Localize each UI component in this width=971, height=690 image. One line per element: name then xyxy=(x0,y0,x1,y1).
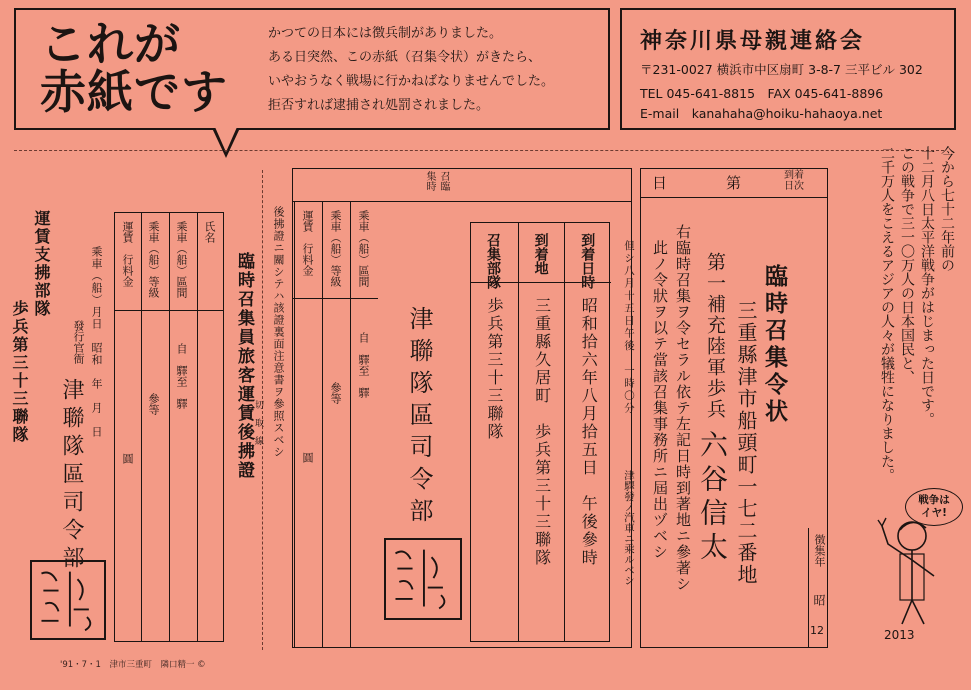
intro-text xyxy=(268,22,604,118)
stub-col-value: 自 驛至 驛 xyxy=(175,343,188,409)
assignment-table xyxy=(470,222,610,642)
table-header: 到着地 xyxy=(532,233,549,275)
divider xyxy=(114,310,224,311)
table-value: 三重縣久居町 歩兵第三十三聯隊 xyxy=(532,297,552,567)
stub-col-value: 圓 xyxy=(121,453,134,464)
notice-title: 臨時召集令状 xyxy=(761,264,787,426)
divider xyxy=(197,213,198,641)
col-header: 乘車（船）區間 xyxy=(357,210,370,287)
official-seal-icon xyxy=(30,560,106,640)
order-text-2: 此ノ令狀ヲ以テ當該召集事務所ニ屆出ヅベシ xyxy=(651,240,669,560)
col-header: 乘車（船）等級 xyxy=(329,210,342,287)
year-label: 2013 xyxy=(884,628,915,642)
middle-header-row xyxy=(292,168,632,202)
payer-label: 運賃支拂部隊 xyxy=(32,210,51,318)
statement-line: 十二月八日太平洋戦争がはじまった日です。 xyxy=(919,146,935,426)
intro-line: いやおうなく戦場に行かねばなりませんでした。 xyxy=(268,74,555,89)
stub-issuer: 津聯隊區司令部 xyxy=(59,378,84,574)
divider xyxy=(169,213,170,641)
cut-line-label: 切 取 線 xyxy=(253,400,263,445)
table-header-cell xyxy=(519,223,565,283)
day-label: 日 xyxy=(652,174,668,192)
statement-line: 二千万人をこえるアジアの人々が犠牲になりました。 xyxy=(879,146,895,482)
fare-col xyxy=(294,202,322,648)
table-col-place xyxy=(518,223,565,641)
number-label: 第 xyxy=(726,174,742,192)
col-value: 圓 xyxy=(301,452,314,463)
col-header: 運賃 行料金 xyxy=(301,210,314,276)
speech-bubble xyxy=(905,488,963,526)
col-value: 參等 xyxy=(329,382,342,404)
train-note: 津驛發ノ汽車ニ乘ルベシ xyxy=(623,470,635,586)
divider xyxy=(141,213,142,641)
fold-instruction: 後拂證ニ關シテハ該證裏面注意書ヲ參照スベシ xyxy=(272,206,285,458)
issuer-name: 津聯隊區司令部 xyxy=(405,306,433,530)
table-value: 昭和拾六年八月拾五日 午後參時 xyxy=(579,297,599,567)
headline-line-2: 赤紙です xyxy=(40,65,228,119)
recipient-name: 六谷信太 xyxy=(696,430,729,566)
payer-unit: 歩兵第三十三聯隊 xyxy=(10,300,29,444)
stub-title: 臨時召集員旅客運賃後拂證 xyxy=(234,252,254,480)
issuer-label: 發行官衙 xyxy=(72,320,85,364)
statement-text xyxy=(877,146,957,486)
divider xyxy=(292,298,378,299)
stub-col-header: 氏名 xyxy=(203,221,216,243)
headline-line-1: これが xyxy=(40,17,181,71)
ride-date: 乘車（船）月日 昭和 年 月 日 xyxy=(90,246,103,438)
speech-bubble-text: 戦争は イヤ! xyxy=(918,494,950,519)
class-col xyxy=(322,202,350,648)
route-col xyxy=(350,202,378,648)
intro-line: かつての日本には徴兵制がありました。 xyxy=(268,26,503,41)
table-col-datetime xyxy=(564,223,611,641)
year-number: 12 xyxy=(810,624,824,637)
official-seal-icon xyxy=(384,538,462,620)
era-label: 昭 xyxy=(812,594,826,606)
org-name: 神奈川県母親連絡会 xyxy=(640,29,866,54)
org-email[interactable]: E-mail kanahaha@hoiku-hahaoya.net xyxy=(640,106,883,121)
recipient-address: 三重縣津市船頭町一七二番地 xyxy=(734,300,758,586)
arrival-label: 到着 日次 xyxy=(784,170,804,192)
table-header-cell xyxy=(471,223,518,289)
stub-col-value: 參等 xyxy=(147,393,160,415)
cut-line xyxy=(14,150,944,151)
table-header: 到着日時 xyxy=(579,233,596,289)
recipient-rank: 第一補充陸軍歩兵 xyxy=(704,252,726,420)
footer-credit: '91・7・1 津市三重町 隣口精一 © xyxy=(60,660,206,670)
conscription-year-label: 徴集年 xyxy=(813,534,826,567)
order-text: 右臨時召集ヲ令セラル依テ左記日時到著地ニ參著シ xyxy=(674,224,692,592)
col-value: 自 驛至 驛 xyxy=(357,332,370,398)
statement-line: 今から七十二年前の xyxy=(939,146,955,272)
statement-line: この戦争で三一〇万人の日本国民と、 xyxy=(899,146,915,384)
intro-line: 拒否すれば逮捕され処罰されました。 xyxy=(268,98,490,113)
stub-col-header: 乘車（船）等級 xyxy=(147,221,160,298)
stub-frame xyxy=(114,212,224,642)
intro-line: ある日突然、この赤紙（召集令状）がきたら、 xyxy=(268,50,542,65)
table-value: 歩兵第三十三聯隊 xyxy=(485,297,504,441)
stub-col-header: 乘車（船）區間 xyxy=(175,221,188,298)
table-col-unit xyxy=(471,223,518,641)
org-address: 〒231-0027 横浜市中区扇町 3-8-7 三平ビル 302 xyxy=(640,62,923,77)
org-phone-fax: TEL 045-641-8815 FAX 045-641-8896 xyxy=(640,86,884,101)
rinji-label: 召臨 xyxy=(438,171,449,191)
train-time-note: 但シ八月十五日午後 一時〇分 xyxy=(623,240,635,415)
table-header: 召集部隊 xyxy=(485,233,501,289)
speech-bubble-tail-fill xyxy=(215,127,237,152)
headline xyxy=(40,17,280,119)
shuji-label: 集時 xyxy=(424,171,435,191)
stub-col-header: 運賃 行料金 xyxy=(121,221,134,287)
table-header-cell xyxy=(565,223,611,289)
middle-left-columns xyxy=(292,202,378,648)
